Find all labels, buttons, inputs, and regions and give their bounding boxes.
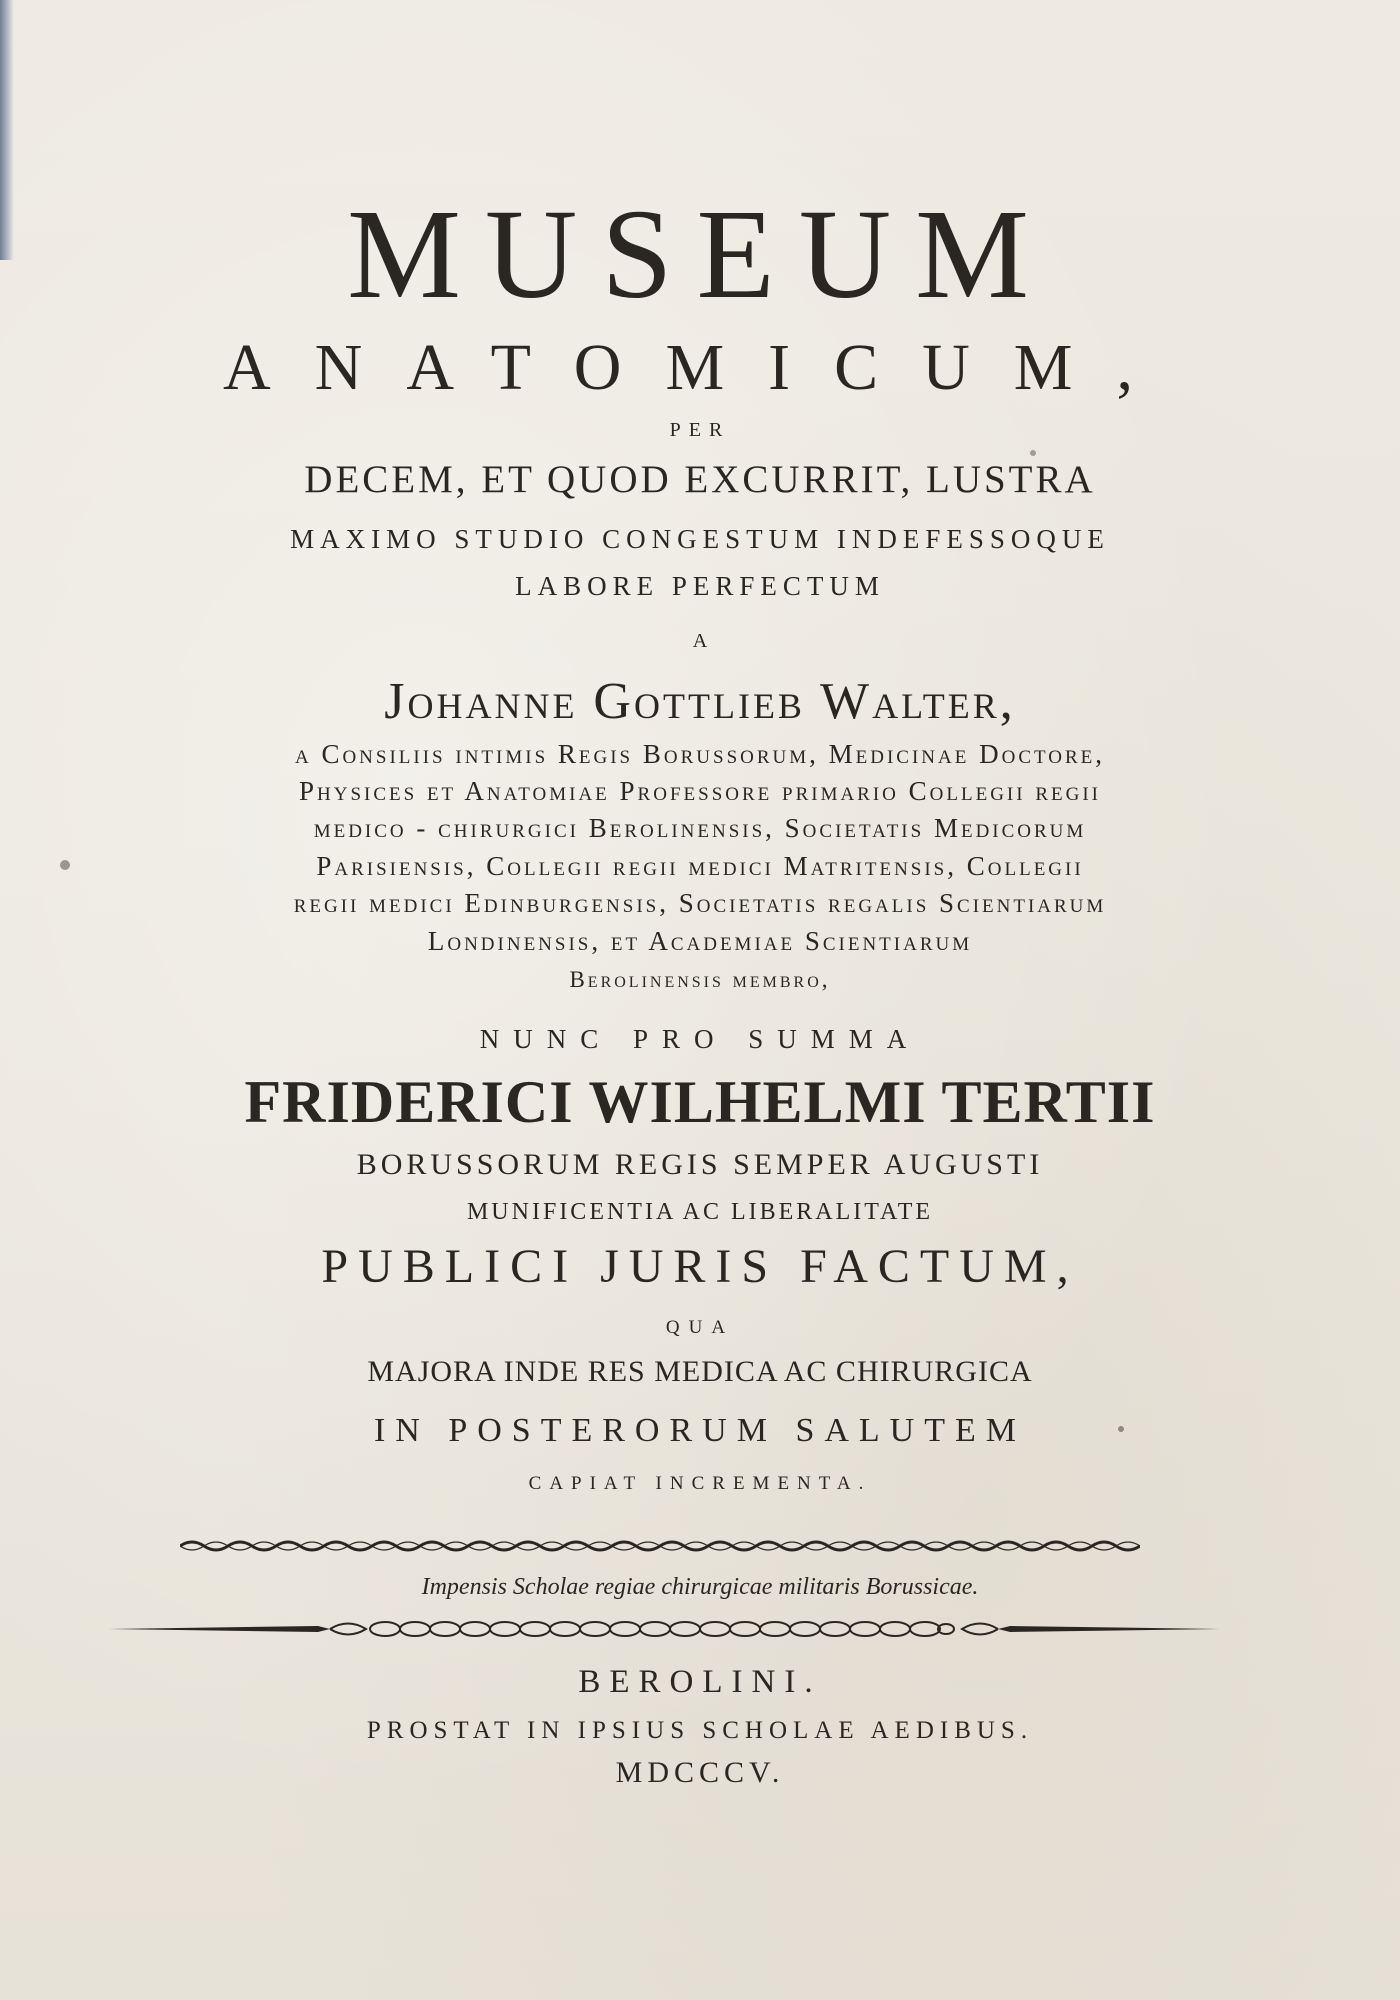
in-posterorum-line: IN POSTERORUM SALUTEM xyxy=(373,1412,1027,1449)
decem-line: DECEM, ET QUOD EXCURRIT, LUSTRA xyxy=(304,458,1096,501)
impensis-line: Impensis Scholae regiae chirurgicae militaris Borussicae. xyxy=(421,1574,979,1600)
a-line: A xyxy=(692,630,708,652)
per-line: PER xyxy=(669,419,731,441)
ornamental-rule xyxy=(108,1614,1220,1644)
title-line-2: ANATOMICUM, xyxy=(223,331,1177,404)
title-line-1: MUSEUM xyxy=(347,183,1053,325)
prostat-line: PROSTAT IN IPSIUS SCHOLAE AEDIBUS. xyxy=(366,1717,1034,1744)
wavy-rule xyxy=(180,1536,1140,1556)
affiliation-line: regii medici Edinburgensis, Societatis regalis Scientiarum xyxy=(293,888,1107,918)
nunc-line: NUNC PRO SUMMA xyxy=(479,1024,921,1054)
affiliation-line: Londinensis, et Academiae Scientiarum xyxy=(427,926,973,956)
affiliation-line: Parisiensis, Collegii regii medici Matritensis, Collegii xyxy=(316,851,1084,881)
affiliation-line: medico - chirurgici Berolinensis, Societatis Medicorum xyxy=(313,813,1087,843)
munificentia-line: MUNIFICENTIA AC LIBERALITATE xyxy=(466,1199,934,1225)
affiliation-line: a Consiliis intimis Regis Borussorum, Medicinae Doctore, xyxy=(294,739,1106,769)
place-of-publication: BEROLINI. xyxy=(578,1664,822,1700)
qua-line: QUA xyxy=(665,1317,735,1338)
affiliation-line: Physices et Anatomiae Professore primario Collegii regii xyxy=(299,776,1101,806)
publication-year: MDCCCV. xyxy=(615,1756,785,1789)
author-name: Johanne Gottlieb Walter, xyxy=(384,673,1016,730)
maximo-line-1: MAXIMO STUDIO CONGESTUM INDEFESSOQUE xyxy=(290,524,1110,554)
affiliation-line: Berolinensis membro, xyxy=(569,967,831,992)
paper-stain xyxy=(1030,450,1036,456)
majora-line: MAJORA INDE RES MEDICA AC CHIRURGICA xyxy=(367,1355,1033,1388)
publici-line: PUBLICI JURIS FACTUM, xyxy=(321,1240,1079,1293)
capiat-line: CAPIAT INCREMENTA. xyxy=(528,1473,872,1494)
borussorum-line: BORUSSORUM REGIS SEMPER AUGUSTI xyxy=(356,1148,1044,1181)
maximo-line-2: LABORE PERFECTUM xyxy=(515,571,885,601)
patron-name: FRIDERICI WILHELMI TERTII xyxy=(244,1069,1156,1135)
